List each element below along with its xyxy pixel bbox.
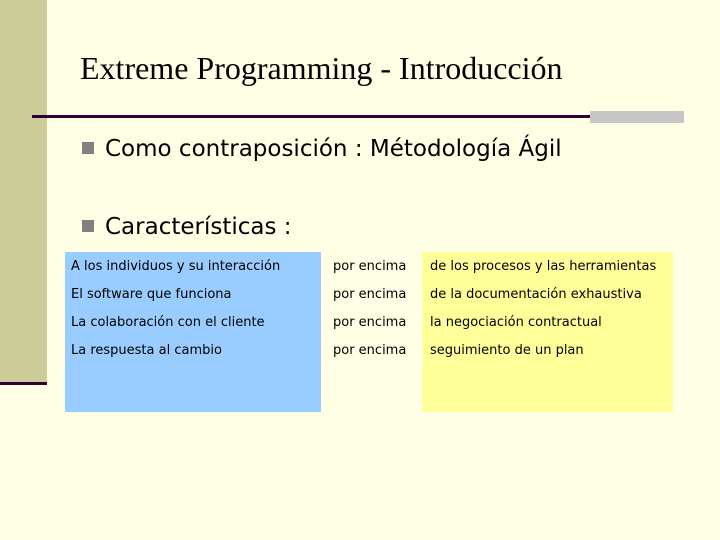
- table-cell-connector: por encima: [333, 343, 407, 358]
- bullet-item-2: [82, 212, 292, 242]
- bullet-text-2: Características :: [105, 214, 292, 240]
- table-cell-over: de la documentación exhaustiva: [430, 287, 642, 302]
- table-cell-connector: por encima: [333, 287, 407, 302]
- table-cell-connector: por encima: [333, 315, 407, 330]
- left-bar-bottom-rule: [0, 382, 47, 385]
- values-left-panel: [65, 252, 321, 412]
- square-bullet-icon: [82, 220, 94, 232]
- table-cell-valued: La colaboración con el cliente: [71, 315, 265, 330]
- table-cell-over: la negociación contractual: [430, 315, 602, 330]
- table-cell-valued: A los individuos y su interacción: [71, 259, 281, 274]
- bullet-text-1: Como contraposición : Métodología Ágil: [105, 136, 562, 162]
- table-cell-connector: por encima: [333, 259, 407, 274]
- square-bullet-icon: [82, 142, 94, 154]
- title-underline-rule: [32, 115, 684, 118]
- values-right-panel: [422, 252, 673, 412]
- title-rule-accent: [590, 111, 684, 123]
- table-cell-valued: El software que funciona: [71, 287, 232, 302]
- slide-title: Extreme Programming - Introducción: [80, 50, 563, 86]
- left-decorative-bar: [0, 0, 47, 382]
- bullet-item-1: [82, 134, 562, 164]
- table-cell-valued: La respuesta al cambio: [71, 343, 222, 358]
- table-cell-over: de los procesos y las herramientas: [430, 259, 657, 274]
- table-cell-over: seguimiento de un plan: [430, 343, 584, 358]
